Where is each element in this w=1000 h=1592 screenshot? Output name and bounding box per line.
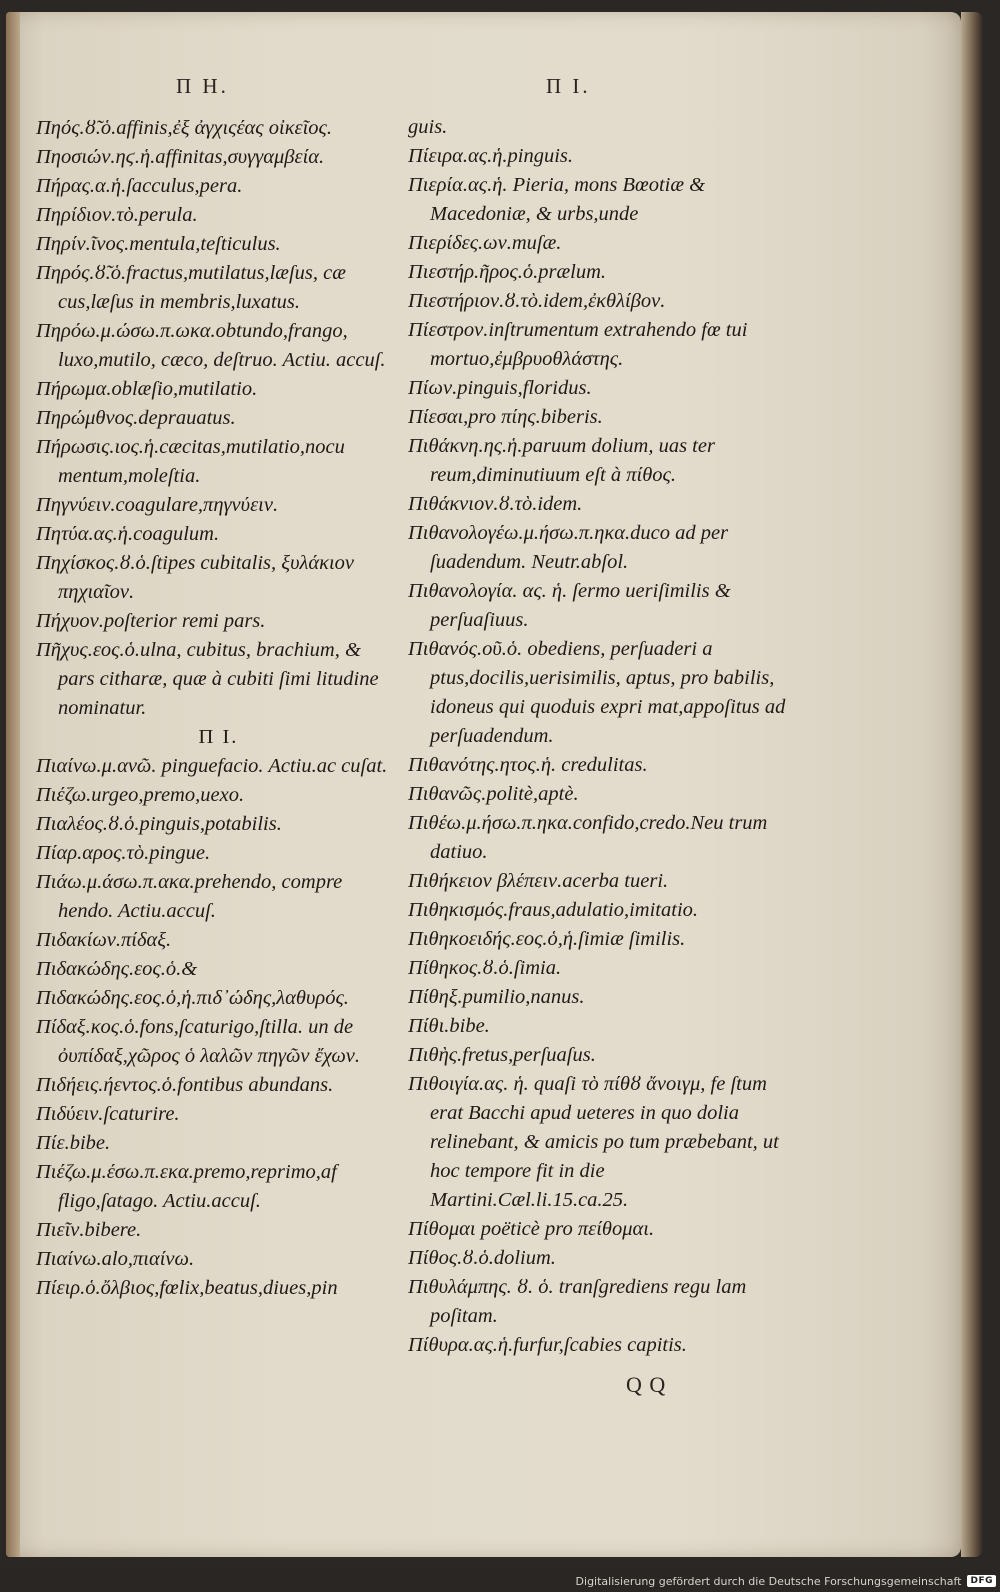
dictionary-entry: Πιθηκισμός.fraus,adulatio,imitatio. [408, 899, 699, 921]
dictionary-entry: Πίειρα.ας.ἡ.pinguis. [408, 145, 573, 167]
dictionary-entry: Πίδαξ.κος.ὁ.fons,ſcaturigo,ſtilla. un de ὀυπίδαξ,χῶρος ὁ λαλῶν πηγῶν ἔχων. [36, 1016, 361, 1067]
dictionary-entry: Πιθανός.οῦ.ὁ. obediens, perſuaderi a ptus,docilis,uerisimilis, aptus, pro babilis, idoneus qui quoduis expri mat,appoſitus ad perſuadendum. [408, 638, 786, 747]
dictionary-entry: Πιθηκοειδής.εος.ὁ,ἡ.ſimiæ ſimilis. [408, 928, 686, 950]
footer-credit: Digitalisierung gefördert durch die Deutsche Forschungsgemeinschaft [575, 1574, 962, 1588]
page-edge [961, 12, 983, 1557]
dictionary-entry: Πηρός.ȣ̃.ὁ.fractus,mutilatus,læſus, cæ cus,læſus in membris,luxatus. [36, 262, 346, 313]
signature-mark: Q Q [626, 1372, 667, 1397]
digitization-footer [576, 1573, 996, 1589]
dictionary-entry: Πιθοιγία.ας. ἡ. quaſi τὸ πίθȣ ἄνοιγμ, fe ſtum erat Bacchi apud ueteres in quo dolia relinebant, & amicis po tum præbebant, ut hoc tempore fit in die Martini.Cæl.li.15.ca.25. [408, 1073, 779, 1211]
dictionary-entry: Πηρίδιον.τὸ.perula. [36, 204, 198, 226]
left-running-head: Π Η. [176, 74, 229, 98]
dictionary-entry: Πήχυον.poſterior remi pars. [36, 610, 266, 632]
dictionary-entry: Πιέζω.μ.έσω.π.εκα.premo,reprimo,af fligo,ſatago. Actiu.accuſ. [36, 1161, 337, 1212]
dictionary-entry: Πηρώμθνος.deprauatus. [36, 407, 236, 429]
dictionary-entry: Πίαρ.αρος.τὸ.pingue. [36, 842, 211, 864]
dictionary-entry: Πιάω.μ.άσω.π.ακα.prehendo, compre hendo. Actiu.accuſ. [36, 871, 343, 922]
dictionary-entry: guis. [408, 116, 448, 138]
dictionary-entry: Πήρας.α.ἡ.ſacculus,pera. [36, 175, 243, 197]
dictionary-entry: Πιθανολογέω.μ.ήσω.π.ηκα.duco ad per ſuadendum. Neutr.abſol. [408, 522, 729, 573]
dictionary-entry: Πιερίδες.ων.muſæ. [408, 232, 562, 254]
dictionary-entry: Πιθανότης.ητος.ἡ. credulitas. [408, 754, 648, 776]
dictionary-entry: Πίειρ.ὁ.ὄλβιος,fœlix,beatus,diues,pin [36, 1277, 338, 1299]
dictionary-entry: Πιαίνω.μ.ανῶ. pinguefacio. Actiu.ac cuſat. [36, 755, 388, 777]
dictionary-entry: Πίθηκος.ȣ.ὁ.ſimia. [408, 957, 562, 979]
dictionary-entry: Πιεστήριον.ȣ.τὸ.idem,ἐκθλίβον. [408, 290, 666, 312]
dictionary-entry: Πίων.pinguis,floridus. [408, 377, 592, 399]
dictionary-entry: Πιθήκειον βλέπειν.acerba tueri. [408, 870, 669, 892]
dictionary-entry: Πιθανολογία. ας. ἡ. ſermo ueriſimilis & perſuaſiuus. [408, 580, 731, 631]
dictionary-entry: Πῆχυς.εος.ὁ.ulna, cubitus, brachium, & pars citharæ, quæ à cubiti ſimi litudine nominatur. [36, 639, 379, 719]
dictionary-entry: Πηός.ȣ̃.ὁ.affinis,ἐξ ἀγχιςέας οἰκεῖος. [36, 117, 332, 139]
dictionary-entry: Πιδύειν.ſcaturire. [36, 1103, 180, 1125]
dictionary-entry: Πήρωμα.oblæſio,mutilatio. [36, 378, 258, 400]
dictionary-entry: Πίθι.bibe. [408, 1015, 490, 1037]
section-heading: Π Ι. [198, 726, 239, 748]
dictionary-entry: Πιεῖν.bibere. [36, 1219, 142, 1241]
book-page [6, 12, 961, 1557]
dictionary-entry: Πιαίνω.alo,πιαίνω. [36, 1248, 195, 1270]
dictionary-entry: Πιερία.ας.ἡ. Pieria, mons Bœotiæ & Macedoniæ, & urbs,unde [408, 174, 706, 225]
dictionary-entry: Πίθυρα.ας.ἡ.furfur,ſcabies capitis. [408, 1334, 687, 1356]
dictionary-entry: Πιθάκνη.ης.ἡ.paruum dolium, uas ter reum,diminutiuum eſt à πίθος. [408, 435, 715, 486]
left-column [36, 114, 401, 1303]
dictionary-entry: Πίεστρον.inſtrumentum extrahendo fœ tui mortuo,ἐμβρυοθλάστης. [408, 319, 748, 370]
dictionary-entry: Πιθὴς.fretus,perſuaſus. [408, 1044, 596, 1066]
dfg-logo: DFG [967, 1575, 996, 1587]
dictionary-entry: Πίθος.ȣ.ὁ.dolium. [408, 1247, 556, 1269]
right-column [408, 113, 786, 1360]
dictionary-entry: Πηγνύειν.coagulare,πηγνύειν. [36, 494, 279, 516]
dictionary-entry: Πίεσαι,pro πίης.biberis. [408, 406, 603, 428]
dictionary-entry: Πηρόω.μ.ώσω.π.ωκα.obtundo,frango, luxo,mutilo, cæco, deſtruo. Actiu. accuſ. [36, 320, 386, 371]
dictionary-entry: Πιδακώδης.εος.ὁ,ἡ.πιδ᾽ώδης,λαθυρός. [36, 987, 349, 1009]
dictionary-entry: Πιδακίων.πίδαξ. [36, 929, 172, 951]
dictionary-entry: Πιαλέος.ȣ.ὁ.pinguis,potabilis. [36, 813, 282, 835]
dictionary-entry: Πίθηξ.pumilio,nanus. [408, 986, 585, 1008]
dictionary-entry: Πιθάκνιον.ȣ.τὸ.idem. [408, 493, 583, 515]
dictionary-entry: Πηχίσκος.ȣ.ὁ.ſtipes cubitalis, ξυλάκιον πηχιαῖον. [36, 552, 355, 603]
dictionary-entry: Πηοσιών.ηϛ.ἡ.affinitas,συγγαμβεία. [36, 146, 325, 168]
dictionary-entry: Πιδήεις.ήεντος.ὁ.fontibus abundans. [36, 1074, 334, 1096]
dictionary-entry: Πιθανῶς.politè,aptè. [408, 783, 579, 805]
dictionary-entry: Πηρίν.ῖνος.mentula,teſticulus. [36, 233, 281, 255]
dictionary-entry: Πιέζω.urgeo,premo,uexo. [36, 784, 245, 806]
dictionary-entry: Πιθέω.μ.ήσω.π.ηκα.confido,credo.Neu trum datiuo. [408, 812, 768, 863]
dictionary-entry: Πιεστήρ.ῆρος.ὁ.prælum. [408, 261, 607, 283]
dictionary-entry: Πήρωσις.ιος.ἡ.cæcitas,mutilatio,nocu mentum,moleſtia. [36, 436, 345, 487]
dictionary-entry: Πίθομαι poëticè pro πείθομαι. [408, 1218, 655, 1240]
dictionary-entry: Πητύα.ας.ἡ.coagulum. [36, 523, 220, 545]
dictionary-entry: Πιθυλάμπης. ȣ. ὁ. tranſgrediens regu lam poſitam. [408, 1276, 747, 1327]
dictionary-entry: Πιδακώδης.εος.ὁ.& [36, 958, 198, 980]
dictionary-entry: Πίε.bibe. [36, 1132, 111, 1154]
right-running-head: Π Ι. [546, 74, 591, 98]
page-gutter [6, 12, 20, 1557]
